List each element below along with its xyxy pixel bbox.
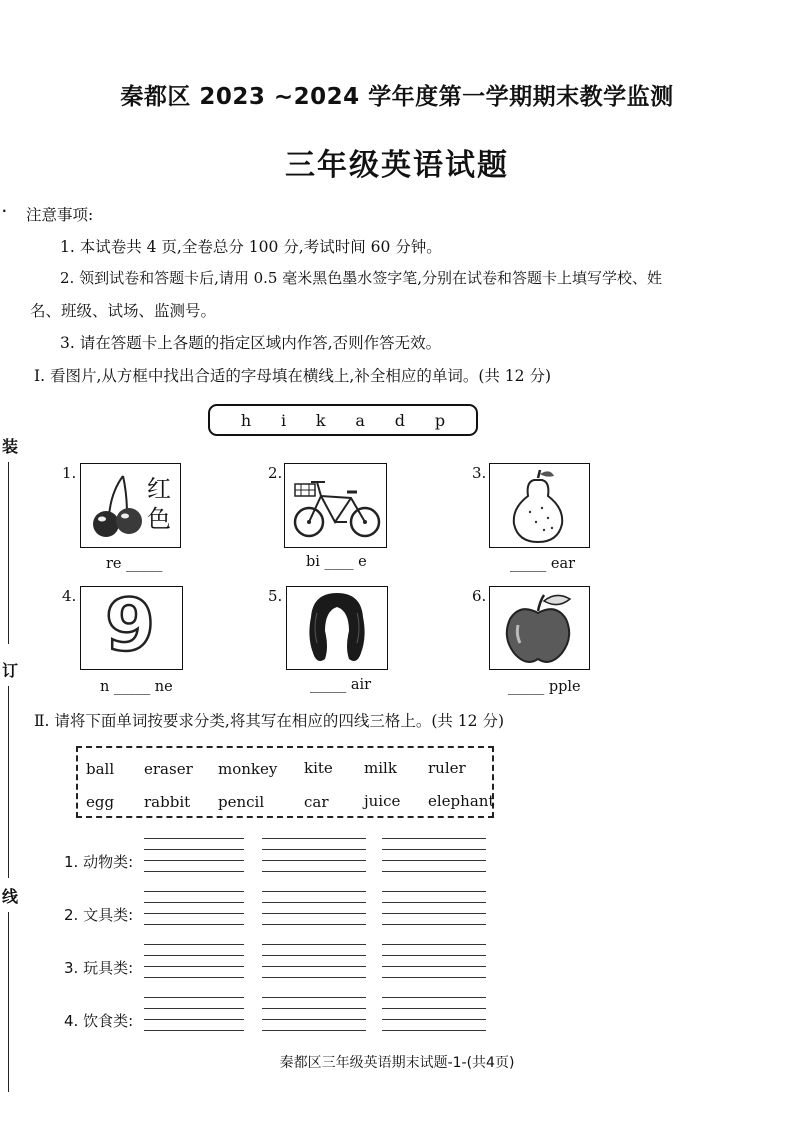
nine-picture [80, 583, 183, 670]
writing-rule [262, 902, 366, 903]
writing-rule [382, 977, 486, 978]
writing-rule [382, 944, 486, 945]
apple-picture [489, 586, 590, 670]
word: juice [364, 792, 401, 810]
item-caption: n _____ ne [100, 679, 173, 695]
writing-rule [144, 1030, 244, 1031]
item-number: 3. [472, 464, 487, 482]
writing-rule [144, 891, 244, 892]
writing-rule [144, 944, 244, 945]
writing-rule [262, 871, 366, 872]
writing-rule [144, 966, 244, 967]
binding-line [8, 686, 9, 878]
writing-rule [382, 838, 486, 839]
item-number: 2. [268, 464, 283, 482]
note-item-2-cont: 名、班级、试场、监测号。 [30, 302, 217, 320]
writing-rule [382, 849, 486, 850]
item-caption: re _____ [106, 556, 163, 572]
bike-icon [285, 464, 385, 546]
letter-box [208, 404, 478, 436]
word: ball [86, 760, 115, 778]
item-caption: bi ____ e [306, 554, 367, 570]
margin-dot: · [2, 204, 7, 218]
writing-rule [144, 955, 244, 956]
writing-rule [382, 1030, 486, 1031]
page-footer: 秦都区三年级英语期末试题-1-(共4页) [279, 1055, 515, 1071]
writing-rule [382, 871, 486, 872]
note-item-3: 3. 请在答题卡上各题的指定区域内作答,否则作答无效。 [60, 334, 442, 352]
word: kite [304, 759, 333, 777]
writing-rule [382, 891, 486, 892]
writing-rule [262, 924, 366, 925]
writing-rule [382, 966, 486, 967]
letter-option: i [281, 410, 287, 430]
item-caption: _____ ear [510, 556, 576, 572]
letter-option: k [315, 410, 326, 430]
writing-rule [262, 1019, 366, 1020]
letter-option: a [355, 410, 365, 430]
pear-picture [489, 463, 590, 548]
note-item-2: 2. 领到试卷和答题卡后,请用 0.5 毫米黑色墨水签字笔,分别在试卷和答题卡上填写学校、姓 [60, 269, 663, 287]
writing-rule [382, 955, 486, 956]
bike-picture [284, 463, 387, 548]
item-number: 4. [62, 587, 77, 605]
binding-line [8, 462, 9, 644]
item-number: 6. [472, 587, 487, 605]
item-number: 1. [62, 464, 77, 482]
apple-icon [490, 587, 588, 668]
letter-option: p [434, 410, 446, 430]
category-label: 1. 动物类: [64, 853, 134, 871]
margin-char-ding: 订 [2, 661, 19, 680]
writing-rule [144, 977, 244, 978]
writing-rule [144, 860, 244, 861]
writing-rule [262, 838, 366, 839]
item-caption: _____ air [310, 677, 372, 693]
cherry-picture [80, 463, 181, 548]
letter-option: d [394, 410, 406, 430]
word-box [76, 746, 494, 818]
item-caption: _____ pple [508, 679, 581, 695]
word: rabbit [144, 793, 191, 811]
word: elephant [428, 792, 495, 810]
writing-rule [262, 944, 366, 945]
word: ruler [428, 759, 466, 777]
letter-option: h [240, 410, 252, 430]
writing-rule [262, 977, 366, 978]
pear-icon [490, 464, 588, 546]
writing-rule [262, 966, 366, 967]
section2-instruction: Ⅱ. 请将下面单词按要求分类,将其写在相应的四线三格上。(共 12 分) [34, 712, 504, 730]
writing-rule [144, 838, 244, 839]
writing-rule [144, 913, 244, 914]
writing-rule [262, 955, 366, 956]
writing-rule [262, 997, 366, 998]
red-char-2: 色 [147, 505, 171, 533]
notes-heading: 注意事项: [26, 206, 94, 224]
note-item-1: 1. 本试卷共 4 页,全卷总分 100 分,考试时间 60 分钟。 [60, 238, 442, 256]
writing-rule [262, 891, 366, 892]
word: milk [364, 759, 397, 777]
writing-rule [382, 1019, 486, 1020]
writing-rule [144, 849, 244, 850]
writing-rule [382, 902, 486, 903]
red-char-1: 红 [147, 475, 171, 503]
word: eraser [144, 760, 193, 778]
writing-rule [144, 1019, 244, 1020]
word: monkey [218, 760, 278, 778]
word: car [304, 793, 329, 811]
word: egg [86, 793, 115, 811]
exam-title: 秦都区 2023 ~2024 学年度第一学期期末教学监测 [120, 84, 674, 110]
writing-rule [262, 860, 366, 861]
hair-picture [286, 586, 388, 670]
writing-rule [382, 924, 486, 925]
exam-subtitle: 三年级英语试题 [285, 148, 509, 183]
item-number: 5. [268, 587, 283, 605]
writing-rule [382, 913, 486, 914]
writing-rule [382, 860, 486, 861]
writing-rule [262, 849, 366, 850]
category-label: 3. 玩具类: [64, 959, 134, 977]
writing-rule [144, 1008, 244, 1009]
section1-instruction: Ⅰ. 看图片,从方框中找出合适的字母填在横线上,补全相应的单词。(共 12 分) [34, 367, 552, 385]
writing-rule [262, 913, 366, 914]
category-label: 4. 饮食类: [64, 1012, 134, 1030]
digit-nine: 9 [105, 583, 156, 667]
word: pencil [218, 793, 265, 811]
writing-rule [382, 997, 486, 998]
margin-char-zhuang: 装 [2, 437, 19, 456]
writing-rule [144, 871, 244, 872]
writing-rule [144, 997, 244, 998]
writing-rule [262, 1008, 366, 1009]
margin-char-xian: 线 [2, 887, 19, 906]
hair-icon [287, 587, 386, 668]
writing-rule [144, 902, 244, 903]
writing-rule [382, 1008, 486, 1009]
writing-rule [262, 1030, 366, 1031]
category-label: 2. 文具类: [64, 906, 134, 924]
writing-rule [144, 924, 244, 925]
